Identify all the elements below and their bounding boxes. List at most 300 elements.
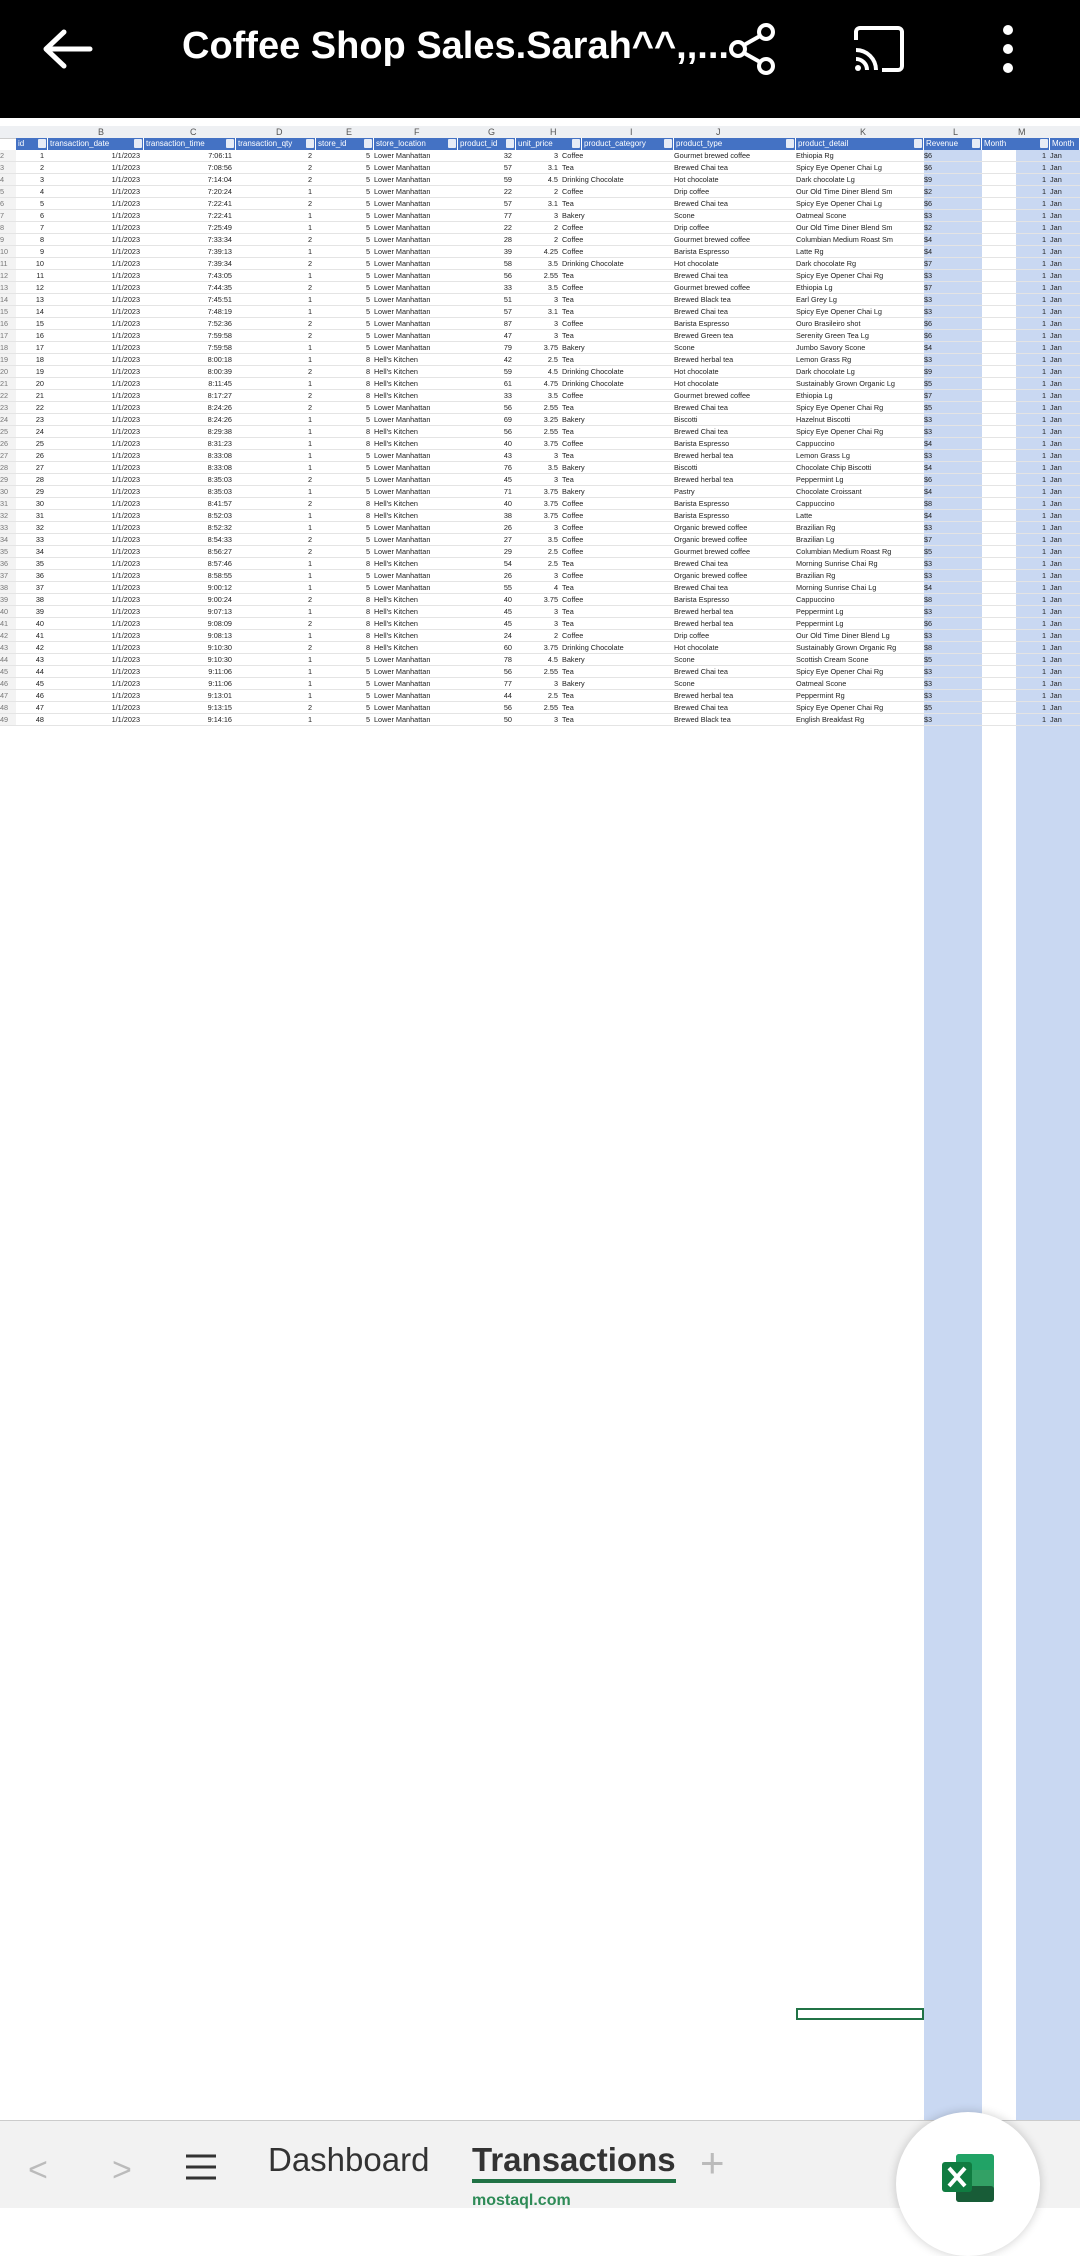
table-cell[interactable]: 5: [365, 343, 370, 352]
table-cell[interactable]: 2: [307, 535, 312, 544]
table-cell[interactable]: Brewed herbal tea: [674, 607, 734, 616]
table-cell[interactable]: 31: [35, 511, 44, 520]
table-cell[interactable]: Lower Manhattan: [374, 715, 431, 724]
table-cell[interactable]: Jan: [1050, 667, 1062, 676]
table-cell[interactable]: Brewed herbal tea: [674, 619, 734, 628]
table-cell[interactable]: Jan: [1050, 547, 1062, 556]
table-cell[interactable]: Tea: [562, 703, 574, 712]
table-cell[interactable]: 27: [35, 463, 44, 472]
table-cell[interactable]: 2: [307, 499, 312, 508]
table-cell[interactable]: 8: [39, 235, 44, 244]
table-cell[interactable]: 7:20:24: [207, 187, 232, 196]
table-cell[interactable]: 5: [365, 451, 370, 460]
table-cell[interactable]: 1: [1041, 559, 1046, 568]
table-cell[interactable]: Bakery: [562, 415, 585, 424]
table-cell[interactable]: 1: [1041, 451, 1046, 460]
table-cell[interactable]: 3: [553, 319, 558, 328]
table-cell[interactable]: 8:33:08: [207, 463, 232, 472]
table-cell[interactable]: $3: [924, 523, 933, 532]
table-cell[interactable]: 1/1/2023: [111, 619, 140, 628]
table-cell[interactable]: Barista Espresso: [674, 247, 730, 256]
table-cell[interactable]: 1/1/2023: [111, 703, 140, 712]
table-cell[interactable]: 58: [503, 259, 512, 268]
row-number[interactable]: 13: [0, 282, 16, 293]
table-cell[interactable]: 3.1: [547, 199, 558, 208]
table-cell[interactable]: 46: [35, 691, 44, 700]
table-cell[interactable]: 1: [307, 679, 312, 688]
table-cell[interactable]: Bakery: [562, 343, 585, 352]
table-cell[interactable]: Jan: [1050, 511, 1062, 520]
table-cell[interactable]: 43: [503, 451, 512, 460]
table-cell[interactable]: Organic brewed coffee: [674, 571, 748, 580]
row-number[interactable]: 26: [0, 438, 16, 449]
table-cell[interactable]: 79: [503, 343, 512, 352]
table-cell[interactable]: 1: [1041, 307, 1046, 316]
row-number[interactable]: 24: [0, 414, 16, 425]
table-cell[interactable]: 2.5: [547, 691, 558, 700]
table-cell[interactable]: Lower Manhattan: [374, 403, 431, 412]
table-cell[interactable]: Hell's Kitchen: [374, 643, 418, 652]
table-cell[interactable]: 8:56:27: [207, 547, 232, 556]
table-cell[interactable]: 2: [307, 283, 312, 292]
row-number[interactable]: 18: [0, 342, 16, 353]
table-cell[interactable]: 42: [35, 643, 44, 652]
table-row[interactable]: [0, 222, 1080, 234]
table-row[interactable]: [0, 582, 1080, 594]
table-cell[interactable]: 8: [365, 391, 370, 400]
table-cell[interactable]: 24: [35, 427, 44, 436]
row-number[interactable]: 12: [0, 270, 16, 281]
table-cell[interactable]: 1/1/2023: [111, 679, 140, 688]
table-row[interactable]: [0, 306, 1080, 318]
table-cell[interactable]: 5: [365, 523, 370, 532]
row-number[interactable]: 8: [0, 222, 16, 233]
table-cell[interactable]: Cappuccino: [796, 499, 835, 508]
table-cell[interactable]: $6: [924, 319, 933, 328]
table-cell[interactable]: 5: [365, 151, 370, 160]
table-cell[interactable]: Lower Manhattan: [374, 307, 431, 316]
row-number[interactable]: 25: [0, 426, 16, 437]
table-cell[interactable]: Coffee: [562, 595, 584, 604]
table-cell[interactable]: Brazilian Lg: [796, 535, 835, 544]
table-row[interactable]: [0, 426, 1080, 438]
table-cell[interactable]: 7:39:34: [207, 259, 232, 268]
table-cell[interactable]: 8: [365, 631, 370, 640]
table-cell[interactable]: 2: [553, 235, 558, 244]
header-product-detail[interactable]: product_detail: [796, 138, 924, 150]
row-number[interactable]: 4: [0, 174, 16, 185]
table-cell[interactable]: Tea: [562, 295, 574, 304]
table-cell[interactable]: $3: [924, 631, 933, 640]
table-cell[interactable]: 3.5: [547, 463, 558, 472]
table-cell[interactable]: 2: [553, 223, 558, 232]
table-cell[interactable]: 3: [553, 331, 558, 340]
table-cell[interactable]: 7:39:13: [207, 247, 232, 256]
table-cell[interactable]: Coffee: [562, 547, 584, 556]
table-cell[interactable]: Bakery: [562, 211, 585, 220]
table-cell[interactable]: Barista Espresso: [674, 595, 730, 604]
sheet-list-icon[interactable]: [186, 2153, 216, 2181]
table-cell[interactable]: Brewed Chai tea: [674, 703, 728, 712]
table-cell[interactable]: 1: [1041, 631, 1046, 640]
table-cell[interactable]: 7:08:56: [207, 163, 232, 172]
table-cell[interactable]: 1/1/2023: [111, 595, 140, 604]
table-cell[interactable]: 1/1/2023: [111, 451, 140, 460]
table-cell[interactable]: $4: [924, 247, 933, 256]
table-cell[interactable]: 5: [365, 655, 370, 664]
table-cell[interactable]: Jan: [1050, 187, 1062, 196]
table-cell[interactable]: Sustainably Grown Organic Lg: [796, 379, 895, 388]
table-cell[interactable]: 28: [503, 235, 512, 244]
table-cell[interactable]: 8:11:45: [208, 379, 232, 388]
row-number[interactable]: 38: [0, 582, 16, 593]
table-cell[interactable]: 32: [503, 151, 512, 160]
table-cell[interactable]: Jan: [1050, 559, 1062, 568]
table-cell[interactable]: 77: [503, 211, 512, 220]
table-cell[interactable]: 34: [35, 547, 44, 556]
table-cell[interactable]: 3: [553, 523, 558, 532]
table-cell[interactable]: 8:52:32: [207, 523, 232, 532]
table-cell[interactable]: 1: [307, 583, 312, 592]
table-cell[interactable]: Lower Manhattan: [374, 247, 431, 256]
cast-icon[interactable]: [852, 26, 906, 72]
row-number[interactable]: 23: [0, 402, 16, 413]
table-cell[interactable]: 9:07:13: [207, 607, 232, 616]
table-row[interactable]: [0, 690, 1080, 702]
table-cell[interactable]: 56: [503, 271, 512, 280]
row-number[interactable]: 28: [0, 462, 16, 473]
table-cell[interactable]: Brazilian Rg: [796, 523, 836, 532]
table-row[interactable]: [0, 522, 1080, 534]
table-cell[interactable]: 22: [503, 187, 512, 196]
column-letter[interactable]: C: [190, 127, 197, 137]
table-cell[interactable]: Brazilian Rg: [796, 571, 836, 580]
table-cell[interactable]: 7:52:36: [207, 319, 232, 328]
table-cell[interactable]: 7:59:58: [207, 331, 232, 340]
table-cell[interactable]: Lower Manhattan: [374, 175, 431, 184]
table-cell[interactable]: 30: [35, 499, 44, 508]
back-arrow-icon[interactable]: [38, 24, 98, 74]
table-cell[interactable]: 1/1/2023: [111, 367, 140, 376]
table-cell[interactable]: Drinking Chocolate: [562, 643, 624, 652]
table-cell[interactable]: Tea: [562, 199, 574, 208]
table-cell[interactable]: 6: [39, 211, 44, 220]
table-cell[interactable]: Tea: [562, 355, 574, 364]
table-cell[interactable]: 5: [365, 667, 370, 676]
table-cell[interactable]: Lower Manhattan: [374, 163, 431, 172]
table-cell[interactable]: 1: [1041, 391, 1046, 400]
table-row[interactable]: [0, 594, 1080, 606]
table-cell[interactable]: 51: [503, 295, 512, 304]
table-cell[interactable]: Drip coffee: [674, 187, 710, 196]
table-cell[interactable]: 36: [35, 571, 44, 580]
table-cell[interactable]: 1: [307, 559, 312, 568]
table-cell[interactable]: 7: [39, 223, 44, 232]
table-cell[interactable]: 1: [1041, 355, 1046, 364]
row-number[interactable]: 22: [0, 390, 16, 401]
table-cell[interactable]: Spicy Eye Opener Chai Lg: [796, 163, 882, 172]
table-cell[interactable]: Scottish Cream Scone: [796, 655, 869, 664]
table-cell[interactable]: Scone: [674, 211, 695, 220]
add-sheet-icon[interactable]: +: [700, 2139, 725, 2186]
table-cell[interactable]: 1/1/2023: [111, 523, 140, 532]
table-cell[interactable]: 1/1/2023: [111, 343, 140, 352]
table-cell[interactable]: 1: [307, 355, 312, 364]
table-cell[interactable]: 2: [307, 403, 312, 412]
table-cell[interactable]: 87: [503, 319, 512, 328]
table-cell[interactable]: 8:00:18: [207, 355, 232, 364]
table-cell[interactable]: Jan: [1050, 247, 1062, 256]
table-cell[interactable]: $4: [924, 463, 933, 472]
table-cell[interactable]: 8:24:26: [207, 415, 232, 424]
table-cell[interactable]: $8: [924, 643, 933, 652]
header-transaction-qty[interactable]: transaction_qty: [236, 138, 316, 150]
table-cell[interactable]: Jan: [1050, 235, 1062, 244]
table-row[interactable]: [0, 174, 1080, 186]
table-cell[interactable]: 1: [1041, 511, 1046, 520]
table-cell[interactable]: Bakery: [562, 679, 585, 688]
table-cell[interactable]: $7: [924, 259, 933, 268]
table-cell[interactable]: 3: [553, 607, 558, 616]
table-cell[interactable]: 4.5: [547, 367, 558, 376]
table-row[interactable]: [0, 702, 1080, 714]
table-cell[interactable]: 2: [307, 259, 312, 268]
table-cell[interactable]: Coffee: [562, 187, 584, 196]
table-cell[interactable]: 1: [1041, 247, 1046, 256]
table-cell[interactable]: Barista Espresso: [674, 499, 730, 508]
row-number[interactable]: 7: [0, 210, 16, 221]
table-cell[interactable]: Coffee: [562, 571, 584, 580]
table-cell[interactable]: 2: [307, 619, 312, 628]
table-cell[interactable]: Lower Manhattan: [374, 475, 431, 484]
table-cell[interactable]: 3: [553, 475, 558, 484]
table-row[interactable]: [0, 258, 1080, 270]
table-cell[interactable]: 3.5: [547, 391, 558, 400]
row-number[interactable]: 15: [0, 306, 16, 317]
table-row[interactable]: [0, 366, 1080, 378]
table-cell[interactable]: 3.1: [547, 163, 558, 172]
table-cell[interactable]: $3: [924, 307, 933, 316]
table-cell[interactable]: Latte Rg: [796, 247, 824, 256]
table-cell[interactable]: 8: [365, 379, 370, 388]
table-cell[interactable]: Brewed herbal tea: [674, 355, 734, 364]
table-cell[interactable]: 1: [1041, 223, 1046, 232]
table-cell[interactable]: 3.1: [547, 307, 558, 316]
table-cell[interactable]: 3.75: [543, 343, 558, 352]
table-cell[interactable]: Bakery: [562, 463, 585, 472]
table-cell[interactable]: Hell's Kitchen: [374, 391, 418, 400]
table-cell[interactable]: Spicy Eye Opener Chai Rg: [796, 271, 884, 280]
table-cell[interactable]: Hell's Kitchen: [374, 367, 418, 376]
column-letter[interactable]: H: [550, 127, 557, 137]
row-number[interactable]: 20: [0, 366, 16, 377]
table-cell[interactable]: 1: [307, 691, 312, 700]
table-cell[interactable]: 1/1/2023: [111, 475, 140, 484]
table-cell[interactable]: 1: [1041, 379, 1046, 388]
table-cell[interactable]: 56: [503, 427, 512, 436]
table-cell[interactable]: Morning Sunrise Chai Lg: [796, 583, 877, 592]
table-cell[interactable]: 3: [553, 679, 558, 688]
table-cell[interactable]: Spicy Eye Opener Chai Rg: [796, 403, 884, 412]
table-cell[interactable]: 16: [35, 331, 44, 340]
table-cell[interactable]: $3: [924, 559, 933, 568]
table-cell[interactable]: Lower Manhattan: [374, 535, 431, 544]
table-row[interactable]: [0, 450, 1080, 462]
table-cell[interactable]: Brewed Chai tea: [674, 199, 728, 208]
table-cell[interactable]: $8: [924, 595, 933, 604]
table-cell[interactable]: Spicy Eye Opener Chai Rg: [796, 667, 884, 676]
table-cell[interactable]: 7:48:19: [207, 307, 232, 316]
table-cell[interactable]: 1: [307, 667, 312, 676]
row-number[interactable]: 48: [0, 702, 16, 713]
table-cell[interactable]: 5: [365, 331, 370, 340]
table-cell[interactable]: 8: [365, 439, 370, 448]
table-cell[interactable]: 3.75: [543, 511, 558, 520]
row-number[interactable]: 16: [0, 318, 16, 329]
table-cell[interactable]: 7:22:41: [207, 211, 232, 220]
table-cell[interactable]: 32: [35, 523, 44, 532]
table-row[interactable]: [0, 150, 1080, 162]
table-cell[interactable]: Ethiopia Lg: [796, 283, 833, 292]
table-cell[interactable]: 1: [307, 607, 312, 616]
table-cell[interactable]: 2.5: [547, 547, 558, 556]
table-cell[interactable]: 5: [365, 163, 370, 172]
table-cell[interactable]: Tea: [562, 331, 574, 340]
table-cell[interactable]: 8: [365, 427, 370, 436]
table-row[interactable]: [0, 714, 1080, 726]
table-cell[interactable]: Jan: [1050, 571, 1062, 580]
table-cell[interactable]: 1/1/2023: [111, 187, 140, 196]
table-cell[interactable]: 1: [1041, 535, 1046, 544]
table-cell[interactable]: 3: [553, 619, 558, 628]
table-cell[interactable]: 1: [307, 271, 312, 280]
table-cell[interactable]: 44: [503, 691, 512, 700]
table-cell[interactable]: 60: [503, 643, 512, 652]
table-cell[interactable]: Lower Manhattan: [374, 187, 431, 196]
table-cell[interactable]: Jan: [1050, 391, 1062, 400]
table-cell[interactable]: 1: [1041, 655, 1046, 664]
table-cell[interactable]: 1: [307, 415, 312, 424]
table-cell[interactable]: 8:41:57: [207, 499, 232, 508]
table-cell[interactable]: 1/1/2023: [111, 559, 140, 568]
table-cell[interactable]: 56: [503, 403, 512, 412]
table-cell[interactable]: $4: [924, 343, 933, 352]
table-cell[interactable]: Brewed Chai tea: [674, 667, 728, 676]
table-cell[interactable]: 1: [1041, 283, 1046, 292]
table-cell[interactable]: Coffee: [562, 223, 584, 232]
table-cell[interactable]: 42: [503, 355, 512, 364]
table-cell[interactable]: 61: [503, 379, 512, 388]
row-number[interactable]: 10: [0, 246, 16, 257]
table-cell[interactable]: Peppermint Lg: [796, 619, 844, 628]
table-cell[interactable]: Pastry: [674, 487, 695, 496]
table-cell[interactable]: Coffee: [562, 151, 584, 160]
table-cell[interactable]: 5: [365, 547, 370, 556]
table-cell[interactable]: 8:17:27: [207, 391, 232, 400]
table-cell[interactable]: Lower Manhattan: [374, 415, 431, 424]
table-cell[interactable]: 9:08:13: [207, 631, 232, 640]
table-cell[interactable]: Jan: [1050, 307, 1062, 316]
table-cell[interactable]: Oatmeal Scone: [796, 679, 847, 688]
table-row[interactable]: [0, 270, 1080, 282]
table-cell[interactable]: Ethiopia Rg: [796, 151, 834, 160]
table-cell[interactable]: 3.5: [547, 535, 558, 544]
table-cell[interactable]: 8: [365, 595, 370, 604]
table-cell[interactable]: $5: [924, 379, 933, 388]
table-cell[interactable]: 8: [365, 355, 370, 364]
table-cell[interactable]: Jan: [1050, 631, 1062, 640]
table-cell[interactable]: 1: [307, 451, 312, 460]
table-cell[interactable]: Brewed Green tea: [674, 331, 734, 340]
table-cell[interactable]: 1/1/2023: [111, 631, 140, 640]
table-cell[interactable]: Drip coffee: [674, 631, 710, 640]
table-row[interactable]: [0, 534, 1080, 546]
table-cell[interactable]: Jan: [1050, 691, 1062, 700]
table-cell[interactable]: 5: [365, 487, 370, 496]
table-cell[interactable]: Jan: [1050, 259, 1062, 268]
table-cell[interactable]: 8: [365, 607, 370, 616]
table-cell[interactable]: Hot chocolate: [674, 367, 719, 376]
table-cell[interactable]: 2.5: [547, 559, 558, 568]
table-cell[interactable]: 13: [35, 295, 44, 304]
table-cell[interactable]: 1: [307, 715, 312, 724]
table-cell[interactable]: 8:52:03: [207, 511, 232, 520]
column-letter[interactable]: I: [630, 127, 633, 137]
table-cell[interactable]: 2.55: [543, 271, 558, 280]
table-cell[interactable]: 71: [503, 487, 512, 496]
table-cell[interactable]: 1/1/2023: [111, 199, 140, 208]
table-cell[interactable]: $3: [924, 691, 933, 700]
table-cell[interactable]: $7: [924, 535, 933, 544]
header-revenue[interactable]: Revenue: [924, 138, 982, 150]
table-cell[interactable]: Peppermint Lg: [796, 475, 844, 484]
table-cell[interactable]: 5: [365, 259, 370, 268]
table-cell[interactable]: Peppermint Rg: [796, 691, 845, 700]
table-cell[interactable]: 8:54:33: [207, 535, 232, 544]
table-cell[interactable]: 33: [503, 283, 512, 292]
table-cell[interactable]: Lower Manhattan: [374, 583, 431, 592]
table-cell[interactable]: 19: [35, 367, 44, 376]
table-cell[interactable]: 1: [1041, 235, 1046, 244]
table-row[interactable]: [0, 498, 1080, 510]
excel-app-button[interactable]: [896, 2112, 1040, 2256]
table-cell[interactable]: 1/1/2023: [111, 331, 140, 340]
table-cell[interactable]: Drip coffee: [674, 223, 710, 232]
table-cell[interactable]: Organic brewed coffee: [674, 535, 748, 544]
table-cell[interactable]: Brewed Chai tea: [674, 163, 728, 172]
table-cell[interactable]: 1: [1041, 427, 1046, 436]
row-number[interactable]: 35: [0, 546, 16, 557]
table-cell[interactable]: Our Old Time Diner Blend Sm: [796, 223, 893, 232]
table-cell[interactable]: 3: [553, 151, 558, 160]
table-cell[interactable]: $5: [924, 403, 933, 412]
table-cell[interactable]: 4: [553, 583, 558, 592]
table-cell[interactable]: 1: [307, 487, 312, 496]
table-cell[interactable]: Jan: [1050, 367, 1062, 376]
row-number[interactable]: 39: [0, 594, 16, 605]
table-cell[interactable]: Jan: [1050, 427, 1062, 436]
table-cell[interactable]: $3: [924, 679, 933, 688]
table-cell[interactable]: $4: [924, 439, 933, 448]
row-number[interactable]: 11: [0, 258, 16, 269]
row-number[interactable]: 27: [0, 450, 16, 461]
table-row[interactable]: [0, 294, 1080, 306]
table-cell[interactable]: Jan: [1050, 379, 1062, 388]
table-cell[interactable]: 48: [35, 715, 44, 724]
more-options-icon[interactable]: [996, 22, 1020, 76]
table-cell[interactable]: 5: [39, 199, 44, 208]
table-cell[interactable]: Gourmet brewed coffee: [674, 547, 751, 556]
